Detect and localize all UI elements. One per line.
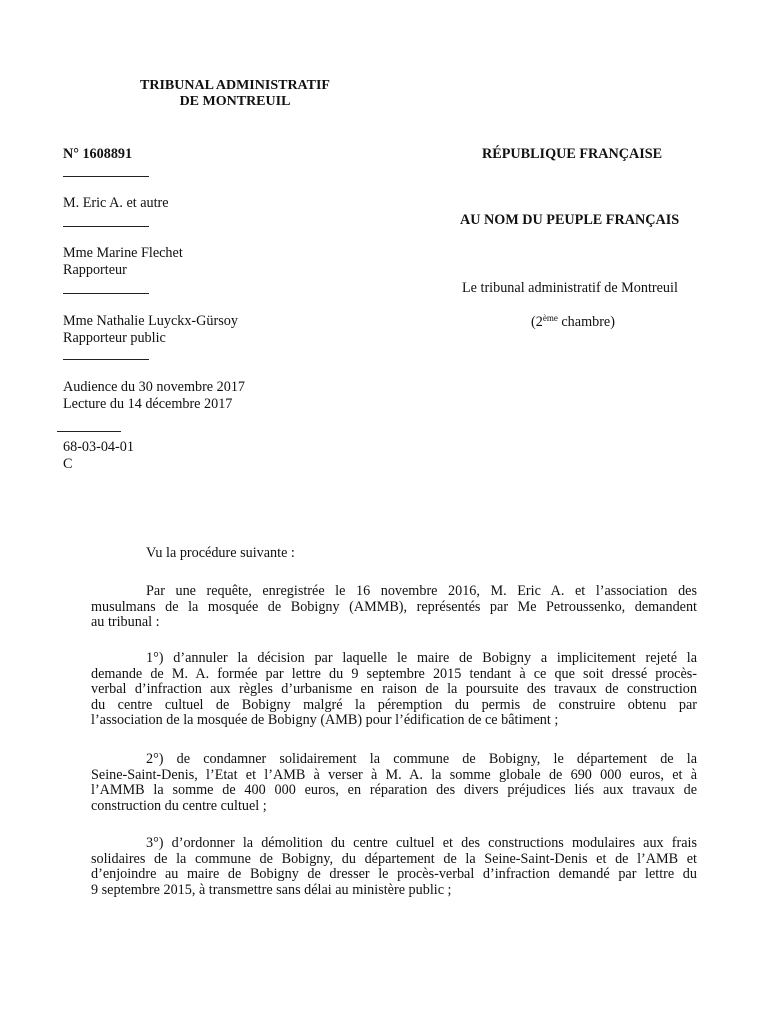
lecture-date: Lecture du 14 décembre 2017 <box>63 396 233 412</box>
separator-3 <box>63 293 149 294</box>
classification-letter: C <box>63 456 73 472</box>
separator-2 <box>63 226 149 227</box>
paragraph-line: 9 septembre 2015, à transmettre sans délai au ministère public ; <box>91 881 452 898</box>
paragraph-line: 1°) d’annuler la décision par laquelle le maire de Bobigny a implicitement rejeté la <box>146 650 697 666</box>
court-name-line1: TRIBUNAL ADMINISTRATIF <box>140 78 330 93</box>
chamber-line <box>531 313 615 331</box>
procedure-intro: Vu la procédure suivante : <box>146 545 295 561</box>
separator-4 <box>63 359 149 360</box>
paragraph-line: l’AMMB la somme de 400 000 euros, en réparation des divers préjudices liés aux travaux de <box>91 782 697 799</box>
paragraph-line: musulmans de la mosquée de Bobigny (AMMB), représentés par Me Petroussenko, demandent <box>91 598 697 615</box>
chamber-sup: ème <box>542 313 558 323</box>
rapporteur-block <box>63 245 183 279</box>
paragraph-line: verbal d’infraction aux règles d’urbanisme en raison de la poursuite des travaux de construction <box>91 681 697 698</box>
audience-date: Audience du 30 novembre 2017 <box>63 379 246 395</box>
classification-block <box>63 439 134 473</box>
chamber-close: chambre) <box>557 314 615 330</box>
paragraph-4 <box>91 836 697 898</box>
paragraph-1 <box>91 584 697 631</box>
separator-5 <box>57 431 121 432</box>
paragraph-line: 3°) d’ordonner la démolition du centre cultuel et des constructions modulaires aux frais <box>146 835 697 851</box>
paragraph-line: construction du centre cultuel ; <box>91 797 267 814</box>
court-name-line2: DE MONTREUIL <box>179 94 291 109</box>
rapporteur-public-block <box>63 313 238 347</box>
paragraph-line: Seine-Saint-Denis, l’Etat et l’AMB à verser à M. A. la somme globale de 690 000 euros, et à <box>91 766 697 783</box>
paragraph-line: solidaires de la commune de Bobigny, du département de la Seine-Saint-Denis et de l’AMB et <box>91 850 697 867</box>
republic-heading: RÉPUBLIQUE FRANÇAISE <box>482 146 663 162</box>
court-name <box>120 78 350 110</box>
rapporteur-name: Mme Marine Flechet <box>63 245 183 261</box>
paragraph-line: d’enjoindre au maire de Bobigny de dresser le procès-verbal d’infraction demandé par lettre du <box>91 866 697 883</box>
rapporteur-public-role: Rapporteur public <box>63 330 166 346</box>
dates-block <box>63 379 245 413</box>
chamber-open: (2 <box>531 314 543 330</box>
paragraph-line: au tribunal : <box>91 614 160 631</box>
parties: M. Eric A. et autre <box>63 195 169 211</box>
case-number: N° 1608891 <box>63 146 133 162</box>
tribunal-line: Le tribunal administratif de Montreuil <box>462 280 678 296</box>
separator-1 <box>63 176 149 177</box>
rapporteur-role: Rapporteur <box>63 262 127 278</box>
rapporteur-public-name: Mme Nathalie Luyckx-Gürsoy <box>63 313 238 329</box>
au-nom-heading: AU NOM DU PEUPLE FRANÇAIS <box>460 212 680 228</box>
paragraph-line: l’association de la mosquée de Bobigny (AMB) pour l’édification de ce bâtiment ; <box>91 712 559 729</box>
paragraph-line: du centre cultuel de Bobigny malgré la péremption du permis de construire obtenu par <box>91 696 697 713</box>
paragraph-3 <box>91 752 697 814</box>
paragraph-2 <box>91 651 697 729</box>
paragraph-line: Par une requête, enregistrée le 16 novembre 2016, M. Eric A. et l’association des <box>146 583 697 599</box>
paragraph-line: demande de M. A. formée par lettre du 9 septembre 2015 tendant à ce que soit dressé procès- <box>91 665 697 682</box>
classification-code: 68-03-04-01 <box>63 439 134 455</box>
paragraph-line: 2°) de condamner solidairement la commune de Bobigny, le département de la <box>146 751 697 767</box>
